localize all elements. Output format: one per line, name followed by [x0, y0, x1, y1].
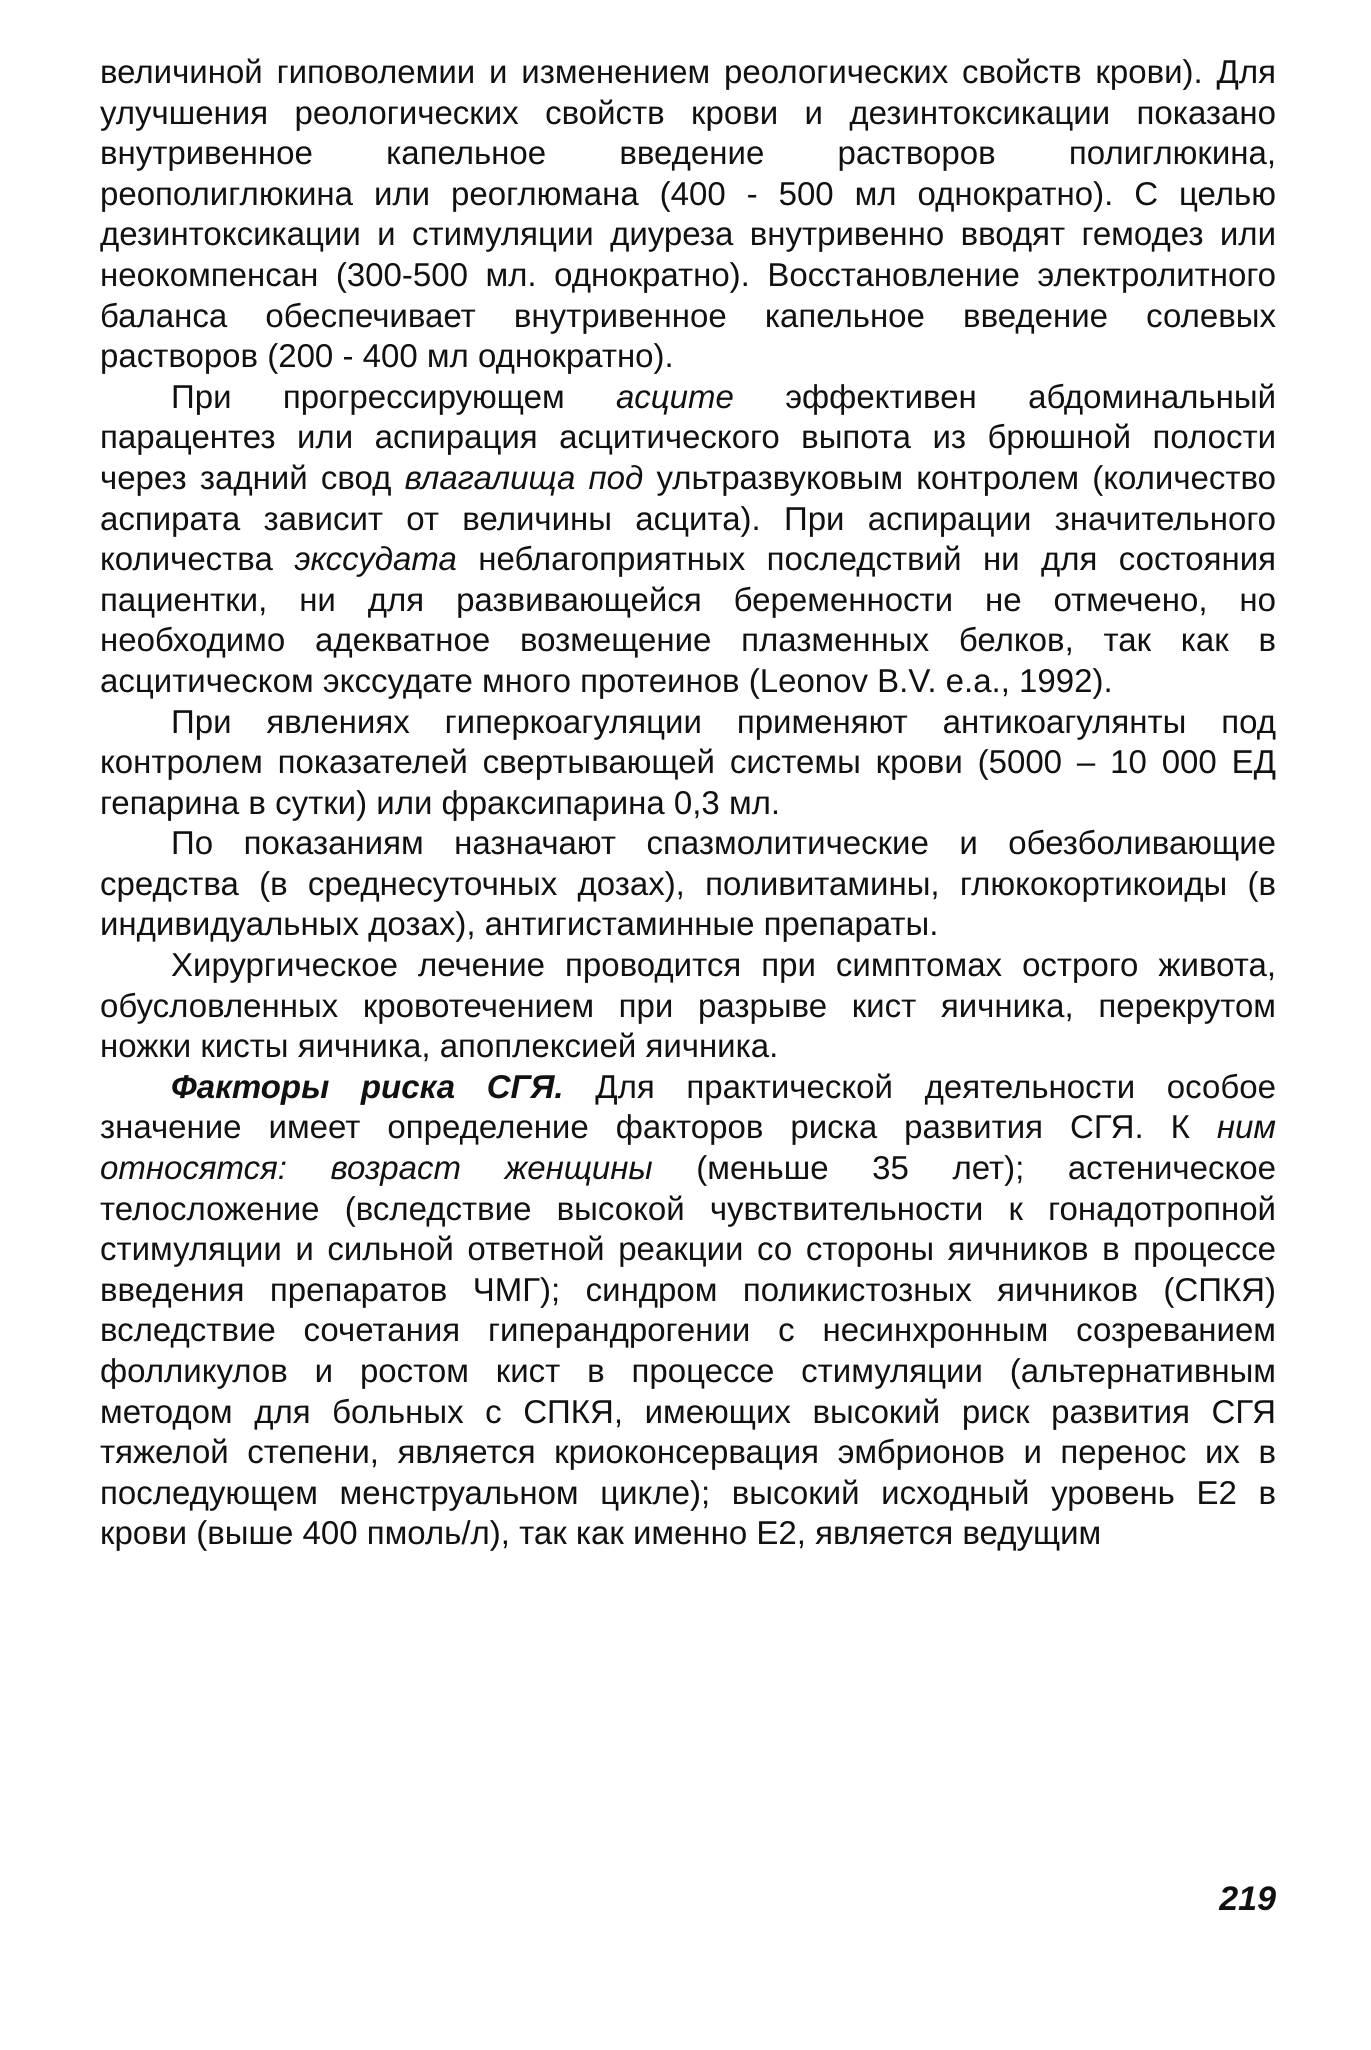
paragraph-2-part-b: эффективен абдоминальный парацентез или аспирация асцитического выпота из брюшной полости через задний свод — [100, 377, 1276, 496]
paragraph-2-italic-a: асците — [615, 377, 734, 415]
paragraph-2 — [100, 377, 1276, 702]
paragraph-4: По показаниям назначают спазмолитические и обезболивающие средства (в среднесуточных дозах), поливитамины, глюкокортикоиды (в индивидуальных дозах), антигистаминные препараты. — [100, 824, 1276, 943]
paragraph-2-part-c: ультразвуковым контролем (количество аспирата зависит от величины асцита). При аспирации значительного количества — [100, 458, 1276, 578]
paragraph-1: величиной гиповолемии и изменением реологических свойств крови). Для улучшения реологических свойств крови и дезинтоксикации показано внутривенное капельное введение растворов полиглюкина, реополиглюкина или реоглюмана (400 - 500 мл однократно). С целью дезинтоксикации и стимуляции диуреза внутривенно вводят гемодез или неокомпенсан (300-500 мл. однократно). Восстановление электролитного баланса обеспечивает внутривенное капельное введение солевых растворов (200 - 400 мл однократно). — [100, 53, 1276, 375]
paragraph-3: При явлениях гиперкоагуляции применяют антикоагулянты под контролем показателей свертывающей системы крови (5000 – 10 000 ЕД гепарина в сутки) или фраксипарина 0,3 мл. — [100, 702, 1276, 821]
paragraph-6-italic-a: ним относятся: возраст женщины — [100, 1108, 1276, 1187]
page-number: 219 — [1219, 1880, 1276, 1918]
paragraph-2-italic-b: влагалища под — [404, 458, 644, 496]
paragraph-2-italic-c: экссудата — [294, 540, 457, 578]
paragraph-6 — [100, 1067, 1276, 1554]
paragraph-2-part-a: При прогрессирующем — [171, 377, 616, 415]
paragraph-2-part-d: неблагоприятных последствий ни для состояния пациентки, ни для развивающейся беременности не отмечено, но необходимо адекватное возмещение плазменных белков, так как в асцитическом экссудате много протеинов (Leonov B.V. e.a., 1992). — [100, 540, 1277, 699]
book-page-text — [100, 52, 1276, 1554]
paragraph-5: Хирургическое лечение проводится при симптомах острого живота, обусловленных кровотечением при разрыве кист яичника, перекрутом ножки кисты яичника, апоплексией яичника. — [100, 946, 1276, 1065]
paragraph-6-part-b: (меньше 35 лет); астеническое телосложение (вследствие высокой чувствительности к гонадотропной стимуляции и сильной ответной реакции со стороны яичников в процессе введения препаратов ЧМГ); синдром поликистозных яичников (СПКЯ) вследствие сочетания гиперандрогении с несинхронным созреванием фолликулов и ростом кист в процессе стимуляции (альтернативным методом для больных с СПКЯ, имеющих высокий риск развития СГЯ тяжелой степени, является криоконсервация эмбрионов и перенос их в последующем менструальном цикле); высокий исходный уровень Е2 в крови (выше 400 пмоль/л), так как именно Е2, является ведущим — [100, 1149, 1276, 1552]
section-heading-risk-factors: Факторы риска СГЯ. — [171, 1067, 564, 1105]
paragraph-6-part-a: Для практической деятельности особое значение имеет определение факторов риска развития СГЯ. К — [100, 1067, 1276, 1146]
